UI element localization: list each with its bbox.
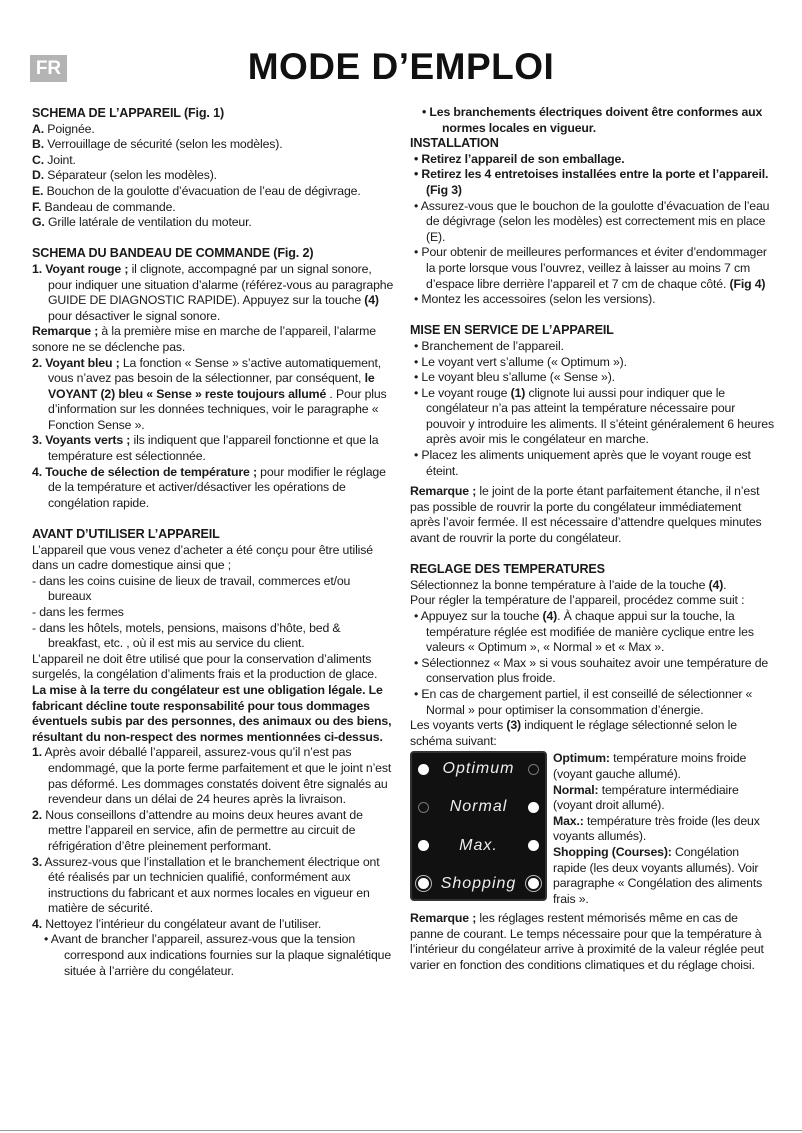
panel-label: Optimum [442, 760, 515, 778]
indicator-light-icon [418, 878, 429, 889]
text: Pour régler la température de l’appareil, procédez comme suit : [410, 593, 745, 608]
paragraph [410, 484, 774, 546]
paragraph [32, 652, 396, 683]
bullet-item [410, 609, 774, 656]
text: à la première mise en marche de l’appareil, l’alarme sonore ne se déclenche pas. [32, 324, 376, 354]
panel-label: Max. [459, 836, 498, 854]
spacer [32, 511, 396, 527]
bold-text: Remarque ; [32, 324, 99, 339]
bold-text: C. [32, 152, 44, 167]
bold-text: (4) [542, 609, 558, 623]
list-item [32, 122, 396, 138]
bold-text: Normal: [553, 782, 599, 797]
bullet-item [410, 448, 774, 479]
bold-text: E. [32, 183, 44, 198]
bold-text: • Retirez l’appareil de son emballage. [414, 151, 625, 166]
left-column [32, 106, 396, 979]
bold-text: 4. Touche de sélection de température ; [32, 464, 257, 479]
list-item [32, 433, 396, 464]
text: température très froide (les deux voyants allumés). [553, 813, 760, 844]
text: Les voyants verts [410, 718, 507, 733]
text: Bouchon de la goulotte d’évacuation de l’eau de dégivrage. [43, 183, 361, 198]
bullet-item [410, 292, 774, 308]
text: L’appareil ne doit être utilisé que pour la conservation d’aliments surgelés, la congélation d’aliments frais et la production de glace. [32, 651, 378, 682]
bold-text: F. [32, 199, 42, 214]
legend-entry [553, 783, 774, 814]
bold-text: (1) [510, 385, 526, 400]
bold-text: 2. Voyant bleu ; [32, 355, 120, 370]
text: SCHEMA DU BANDEAU DE COMMANDE (Fig. 2) [32, 246, 314, 261]
paragraph [410, 911, 774, 973]
bold-text: Remarque ; [410, 484, 477, 499]
bullet-item [410, 386, 774, 448]
bold-text: Remarque ; [410, 911, 477, 926]
section-heading [410, 562, 774, 578]
bold-text: La mise à la terre du congélateur est une obligation légale. Le fabricant décline toute responsabilité pour tous dommages éventuels subis par des personnes, des animaux ou des biens, résultant du non-respect des normes mentionnées ci-dessus. [32, 682, 392, 744]
bullet-item [410, 105, 774, 136]
bold-text: (3) [506, 718, 521, 733]
text: Verrouillage de sécurité (selon les modèles). [44, 137, 283, 152]
bullet-item [410, 152, 774, 168]
language-badge: FR [30, 55, 67, 82]
list-item [32, 262, 396, 324]
bottom-rule [0, 1130, 802, 1131]
panel-row [418, 838, 539, 854]
list-item [32, 215, 396, 231]
panel-label: Shopping [440, 874, 517, 892]
legend-entry [553, 814, 774, 845]
list-item [32, 184, 396, 200]
indicator-light-icon [528, 764, 539, 775]
text: . [723, 577, 727, 592]
text: • Pour obtenir de meilleures performances et éviter d’endommager la porte lorsque vous l’ouvrez, veillez à laisser au moins 7 cm d’espace libre derrière l’appareil et 7 cm de chaque côté. [414, 245, 767, 291]
text: Joint. [44, 152, 76, 167]
indicator-light-icon [418, 840, 429, 851]
list-item [32, 356, 396, 434]
text: • Le voyant vert s’allume (« Optimum »). [414, 354, 627, 369]
text: • Avant de brancher l’appareil, assurez-vous que la tension correspond aux indications fournies sur la plaque signalétique située à l’arrière du congélateur. [44, 932, 392, 978]
list-item [32, 808, 396, 855]
bullet-item [32, 932, 396, 979]
bold-text: • Retirez les 4 entretoises installées entre la porte et l’appareil. (Fig 3) [414, 167, 769, 197]
list-item [32, 621, 396, 652]
bold-text: Optimum: [553, 751, 610, 766]
text: INSTALLATION [410, 136, 499, 151]
bold-text: B. [32, 137, 44, 152]
indicator-light-icon [528, 802, 539, 813]
bullet-item [410, 339, 774, 355]
text: indiquent le réglage sélectionné selon le schéma suivant: [410, 718, 737, 748]
paragraph [410, 593, 774, 609]
text: • Sélectionnez « Max » si vous souhaitez avoir une température de conservation plus froide. [414, 655, 769, 686]
bold-text: D. [32, 168, 44, 183]
paragraph [32, 683, 396, 745]
indicator-light-icon [418, 764, 429, 775]
section-heading [32, 246, 396, 262]
section-heading [410, 323, 774, 339]
list-item [32, 137, 396, 153]
text: Bandeau de commande. [41, 199, 176, 214]
text: • Le voyant rouge [414, 385, 511, 400]
text: . À chaque appui sur la touche, la température réglée est modifiée de manière cyclique entre les valeurs « Optimum », « Normal » et « Max ». [426, 609, 754, 655]
bullet-item [410, 355, 774, 371]
text: - dans les fermes [32, 605, 124, 619]
bullet-item [410, 370, 774, 386]
bold-text: • Les branchements électriques doivent être conformes aux normes locales en vigueur. [422, 105, 763, 135]
section-heading [32, 106, 396, 122]
paragraph [32, 543, 396, 574]
text: • Assurez-vous que le bouchon de la goulotte d’évacuation de l’eau de dégivrage (selon les modèles) est correctement mis en place (E). [414, 198, 770, 244]
bold-text: 3. [32, 854, 42, 869]
list-item [32, 605, 396, 621]
bullet-item [410, 167, 774, 198]
bold-text: G. [32, 215, 45, 230]
bold-text: 3. Voyants verts ; [32, 433, 131, 448]
bullet-item [410, 199, 774, 246]
figure-legend [553, 751, 774, 907]
panel-row [418, 799, 539, 815]
control-panel-figure [410, 751, 774, 907]
list-item [32, 168, 396, 184]
legend-entry [553, 751, 774, 782]
text: L’appareil que vous venez d’acheter a été conçu pour être utilisé dans un cadre domestique ainsi que ; [32, 542, 373, 573]
text: Nous conseillons d’attendre au moins deux heures avant de mettre l’appareil en service, afin de permettre au circuit de réfrigération d’être pleinement performant. [41, 807, 363, 853]
text: température moins froide (voyant gauche allumé). [553, 751, 747, 781]
text: • Branchement de l’appareil. [414, 338, 564, 353]
list-item [32, 465, 396, 512]
bold-text: (4) [708, 577, 724, 592]
bold-text: (4) [364, 293, 379, 308]
bold-text: 1. Voyant rouge ; [32, 261, 129, 276]
section-heading [410, 136, 774, 152]
text: il clignote, accompagné par un signal sonore, pour indiquer une situation d’alarme (référez-vous au paragraphe GUIDE DE DIAGNOSTIC RAPIDE). Appuyez sur la touche [48, 261, 394, 308]
text: pour modifier le réglage de la température et activer/désactiver les opérations de congélation rapide. [48, 464, 386, 510]
text: Poignée. [44, 121, 95, 136]
bold-text: Shopping (Courses): [553, 844, 672, 859]
text: Assurez-vous que l’installation et le branchement électrique ont été réalisés par un technicien qualifié, conformément aux instructions du fabricant et aux normes locales en vigueur en matière de sécurité. [41, 854, 380, 916]
bullet-item [410, 245, 774, 292]
text: Après avoir déballé l’appareil, assurez-vous qu’il n’est pas endommagé, que la porte ferme parfaitement et que le joint n’est pas déformé. Les dommages constatés doivent être signalés au revendeur dans un délai de 24 heures après la livraison. [41, 745, 392, 807]
text: Sélectionnez la bonne température à l’aide de la touche [410, 577, 709, 592]
spacer [410, 547, 774, 563]
panel-label: Normal [449, 798, 508, 816]
right-column [410, 105, 774, 974]
spacer [410, 308, 774, 324]
paragraph [410, 578, 774, 594]
indicator-light-icon [528, 878, 539, 889]
text: La fonction « Sense » s’active automatiquement, vous n’avez pas besoin de la sélectionner, par conséquent, [48, 355, 382, 386]
text: Séparateur (selon les modèles). [44, 168, 217, 183]
text: ils indiquent que l’appareil fonctionne et que la température est sélectionnée. [48, 433, 379, 464]
text: les réglages restent mémorisés même en cas de panne de courant. Le temps nécessaire pour que la température à l’intérieur du congélateur arrive à proximité de la valeur réglée peut varier en fonction des conditions climatiques et du réglage choisi. [410, 911, 764, 973]
text: • Placez les aliments uniquement après que le voyant rouge est éteint. [414, 448, 751, 478]
text: pour désactiver le signal sonore. [48, 308, 221, 323]
text: - dans les coins cuisine de lieux de travail, commerces et/ou bureaux [32, 573, 351, 604]
bold-text: Max.: [553, 813, 584, 828]
text: clignote lui aussi pour indiquer que le congélateur n’a pas atteint la température nécessaire pour pouvoir y introduire les aliments. Il s’éteint généralement 6 heures après avoir mis le congélateur en marche. [426, 385, 774, 447]
list-item [32, 917, 396, 933]
paragraph [410, 718, 774, 749]
section-heading [32, 527, 396, 543]
bullet-item [410, 656, 774, 687]
text: • En cas de chargement partiel, il est conseillé de sélectionner « Normal » pour optimiser la consommation d’énergie. [414, 686, 753, 717]
list-item [32, 855, 396, 917]
text: Congélation rapide (les deux voyants allumés). Voir paragraphe « Congélation des aliments frais ». [553, 844, 763, 906]
text: • Appuyez sur la touche [414, 609, 543, 623]
page-title: MODE D’EMPLOI [247, 46, 555, 87]
text: REGLAGE DES TEMPERATURES [410, 562, 605, 577]
bold-text: 2. [32, 807, 42, 822]
list-item [32, 200, 396, 216]
paragraph [32, 324, 396, 355]
text: • Le voyant bleu s’allume (« Sense »). [414, 370, 615, 385]
list-item [32, 745, 396, 807]
indicator-light-icon [418, 802, 429, 813]
indicator-light-icon [528, 840, 539, 851]
bold-text: A. [32, 121, 44, 136]
bold-text: 1. [32, 745, 42, 760]
panel-row [418, 761, 539, 777]
bold-text: le VOYANT (2) bleu « Sense » reste toujours allumé [48, 371, 375, 401]
control-panel-diagram [410, 751, 547, 901]
bold-text: 4. [32, 916, 42, 931]
panel-row [418, 876, 539, 892]
text: MISE EN SERVICE DE L’APPAREIL [410, 323, 614, 338]
text: . Pour plus d’information sur les données techniques, voir le paragraphe « Fonction Sense ». [48, 386, 387, 432]
list-item [32, 153, 396, 169]
text: Grille latérale de ventilation du moteur. [44, 215, 252, 230]
bold-text: (Fig 4) [729, 276, 766, 291]
text: Nettoyez l’intérieur du congélateur avant de l’utiliser. [41, 916, 322, 931]
bullet-item [410, 687, 774, 718]
text: • Montez les accessoires (selon les versions). [414, 292, 656, 307]
text: le joint de la porte étant parfaitement étanche, il n’est pas possible de rouvrir la porte du congélateur immédiatement après l’avoir fermée. Il est nécessaire d’attendre quelques minutes avant de rouvrir la porte du congélateur. [410, 484, 762, 546]
text: AVANT D’UTILISER L’APPAREIL [32, 527, 220, 542]
list-item [32, 574, 396, 605]
text: température intermédiaire (voyant droit allumé). [553, 782, 739, 813]
text: - dans les hôtels, motels, pensions, maisons d’hôte, bed & breakfast, etc. , où il est mis au service du client. [32, 620, 341, 651]
spacer [32, 231, 396, 247]
legend-entry [553, 845, 774, 907]
text: SCHEMA DE L’APPAREIL (Fig. 1) [32, 106, 225, 120]
